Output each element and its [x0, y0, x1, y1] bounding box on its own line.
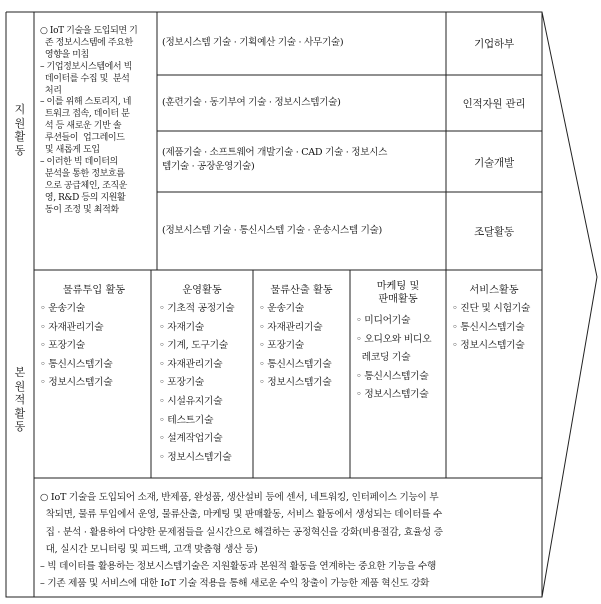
support-row-label: 인적자원 관리 [462, 98, 526, 110]
list-item: ◦ 테스트기술 [159, 414, 214, 426]
intro-line: 동이 조정 및 최적화 [40, 204, 119, 215]
list-item: ◦ 포장기술 [159, 377, 204, 389]
list-item: ◦ 자재관리기술 [259, 321, 323, 333]
summary-line: 착되면, 물류 투입에서 운영, 물류산출, 마케팅 및 판매활동, 서비스 활동에서 생성되는 데이터를 수 [40, 509, 443, 521]
intro-line: – 이러한 빅 데이터의 [40, 156, 118, 167]
list-item: ◦ 기계, 도구기술 [159, 340, 228, 352]
support-row-tech-line: 템기술 · 공장운영기술) [162, 161, 255, 172]
primary-column-items [452, 300, 542, 356]
list-item: ◦ 포장기술 [40, 340, 85, 352]
list-item: ◦ 시설유지기술 [159, 395, 223, 407]
primary-column-items [259, 300, 349, 393]
intro-line: ○ IoT 기술을 도입되면 기 [40, 26, 138, 36]
primary-column-items [159, 300, 253, 467]
support-row-label: 기업하부 [474, 38, 514, 50]
list-item: ◦ 자재관리기술 [159, 358, 223, 370]
support-row-tech: (정보시스템 기술 · 통신시스템 기술 · 운송시스템 기술) [162, 225, 382, 236]
intro-line: 으로 공급체인, 조직운 [40, 180, 127, 191]
list-item: ◦ 통신시스템기술 [40, 358, 113, 370]
intro-line: – 이를 위해 스토리지, 네 [40, 97, 132, 108]
list-item: ◦ 정보시스템기술 [159, 451, 232, 463]
primary-column-heading: 서비스활동 [469, 285, 519, 296]
intro-line: 트워크 접속, 데이터 분 [40, 109, 130, 120]
list-item: ◦ 정보시스템기술 [40, 377, 113, 389]
intro-line: 존 정보시스템에 주요한 [40, 37, 133, 48]
support-row-label: 기술개발 [474, 157, 514, 169]
primary-activities-label: 본 원 적 활 동 [14, 366, 26, 433]
support-row-tech: (훈련기술 · 동기부여 기술 · 정보시스템기술) [162, 97, 341, 108]
primary-column-heading: 물류투입 활동 [62, 285, 126, 296]
primary-column-heading: 마케팅 및 판매활동 [376, 281, 420, 305]
summary-line: – 빅 데이터를 활용하는 정보시스템기술은 지원활동과 본원적 활동을 연계하는 중요한 기능을 수행 [40, 561, 437, 573]
summary-line: 집 · 분석 · 활용하여 다양한 문제점들을 실시간으로 해결하는 공정혁신을 강화(비용절감, 효율성 증 [40, 526, 443, 538]
primary-column-heading: 물류산출 활동 [270, 285, 333, 296]
list-item: ◦ 운송기술 [259, 303, 304, 314]
list-item: ◦ 자재관리기술 [40, 321, 104, 333]
support-row-tech: (정보시스템 기술 · 기획예산 기술 · 사무기술) [162, 37, 344, 48]
list-item: ◦ 통신시스템기술 [259, 358, 332, 370]
intro-line: 데이터를 수집 및 분석 [40, 73, 130, 84]
list-item: ◦ 자재기술 [159, 321, 204, 333]
support-intro-text [40, 26, 158, 217]
list-item: ◦ 미디어기술 [356, 315, 411, 326]
list-item: ◦ 운송기술 [40, 303, 85, 314]
list-item: ◦ 포장기술 [259, 340, 304, 352]
list-item: ◦ 정보시스템기술 [452, 340, 525, 352]
intro-line: 석 등 새로운 기반 솔 [40, 121, 122, 132]
list-item: ◦ 설계작업기술 [159, 433, 223, 445]
intro-line: 영향을 미침 [40, 49, 89, 60]
intro-line: – 기업정보시스템에서 빅 [40, 61, 132, 72]
intro-line: 영, R&D 등의 지원활 [40, 192, 126, 203]
primary-column-items [40, 300, 150, 393]
list-item: ◦ 기초적 공정기술 [159, 303, 235, 314]
summary-line: ○ IoT 기술을 도입되어 소재, 반제품, 완성품, 생산설비 등에 센서, 네트워킹, 인터페이스 기능이 부 [40, 492, 439, 503]
primary-column-heading: 운영활동 [182, 285, 222, 296]
intro-line: 루션들이 업그레이드 [40, 133, 125, 144]
list-item: ◦ 정보시스템기술 [356, 389, 429, 401]
list-item: ◦ 진단 및 시험기술 [452, 303, 531, 314]
support-row-tech-line: (제품기술 · 소프트웨어 개발기술 · CAD 기술 · 정보시스 [162, 147, 388, 158]
list-item: ◦ 통신시스템기술 [356, 370, 429, 382]
intro-line: 및 새롭게 도입 [40, 145, 100, 156]
intro-line: 처리 [40, 85, 62, 96]
summary-line: – 기존 제품 및 서비스에 대한 IoT 기술 적용을 통해 새로운 수익 창출이 가능한 제품 혁신도 강화 [40, 578, 430, 590]
list-item: 레코딩 기술 [356, 352, 411, 364]
support-activities-label: 지 원 활 동 [14, 103, 26, 157]
list-item: ◦ 오디오와 비디오 [356, 333, 432, 345]
intro-line: 분석을 통한 정보흐름 [40, 168, 125, 179]
primary-column-items [356, 312, 446, 405]
list-item: ◦ 통신시스템기술 [452, 321, 525, 333]
bottom-summary-text [40, 489, 542, 593]
support-row-tech [162, 146, 444, 174]
list-item: ◦ 정보시스템기술 [259, 377, 332, 389]
summary-line: 대, 실시간 모니터링 및 피드백, 고객 맞춤형 생산 등) [40, 543, 258, 555]
support-row-label: 조달활동 [474, 226, 514, 238]
